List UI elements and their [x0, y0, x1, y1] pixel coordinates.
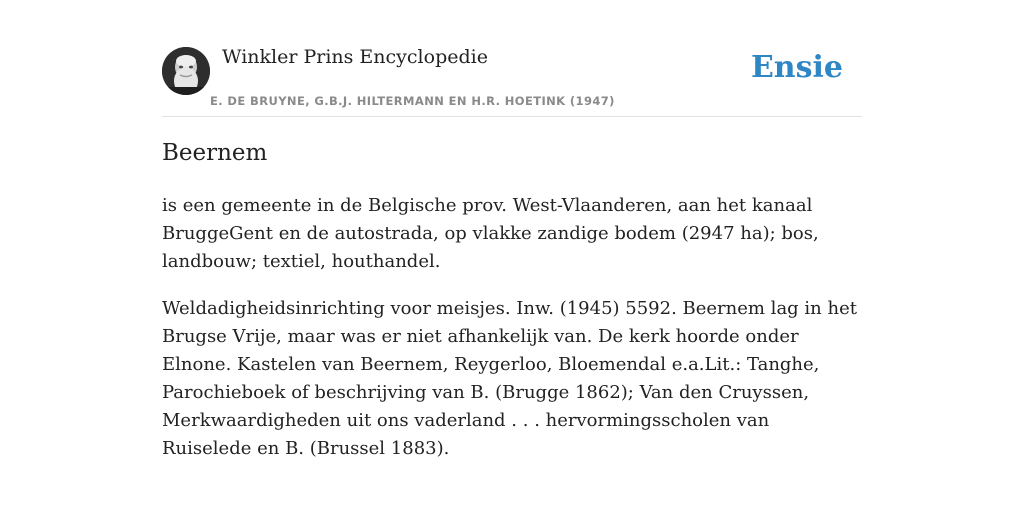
source-header [162, 40, 862, 117]
article-body [162, 192, 862, 482]
author-portrait-icon [162, 47, 210, 95]
article-title: Beernem [162, 140, 268, 166]
ensie-logo-link[interactable]: Ensie [750, 50, 843, 85]
source-title[interactable]: Winkler Prins Encyclopedie [222, 46, 488, 68]
article-paragraph: Weldadigheidsinrichting voor meisjes. Inw. (1945) 5592. Beernem lag in het Brugse Vrije, maar was er niet afhankelijk van. De kerk hoorde onder Elnone. Kastelen van Beernem, Reygerloo, Bloemendal e.a.Lit.: Tanghe, Parochieboek of beschrijving van B. (Brugge 1862); Van den Cruyssen, Merkwaardigheden uit ons vaderland . . . hervormingsscholen van Ruiselede en B. (Brussel 1883). [162, 298, 857, 459]
source-authors: E. DE BRUYNE, G.B.J. HILTERMANN EN H.R. HOETINK (1947) [210, 94, 615, 108]
author-avatar[interactable] [162, 47, 210, 95]
article-paragraph: is een gemeente in de Belgische prov. West-Vlaanderen, aan het kanaal BruggeGent en de autostrada, op vlakke zandige bodem (2947 ha); bos, landbouw; textiel, houthandel. [162, 195, 819, 272]
